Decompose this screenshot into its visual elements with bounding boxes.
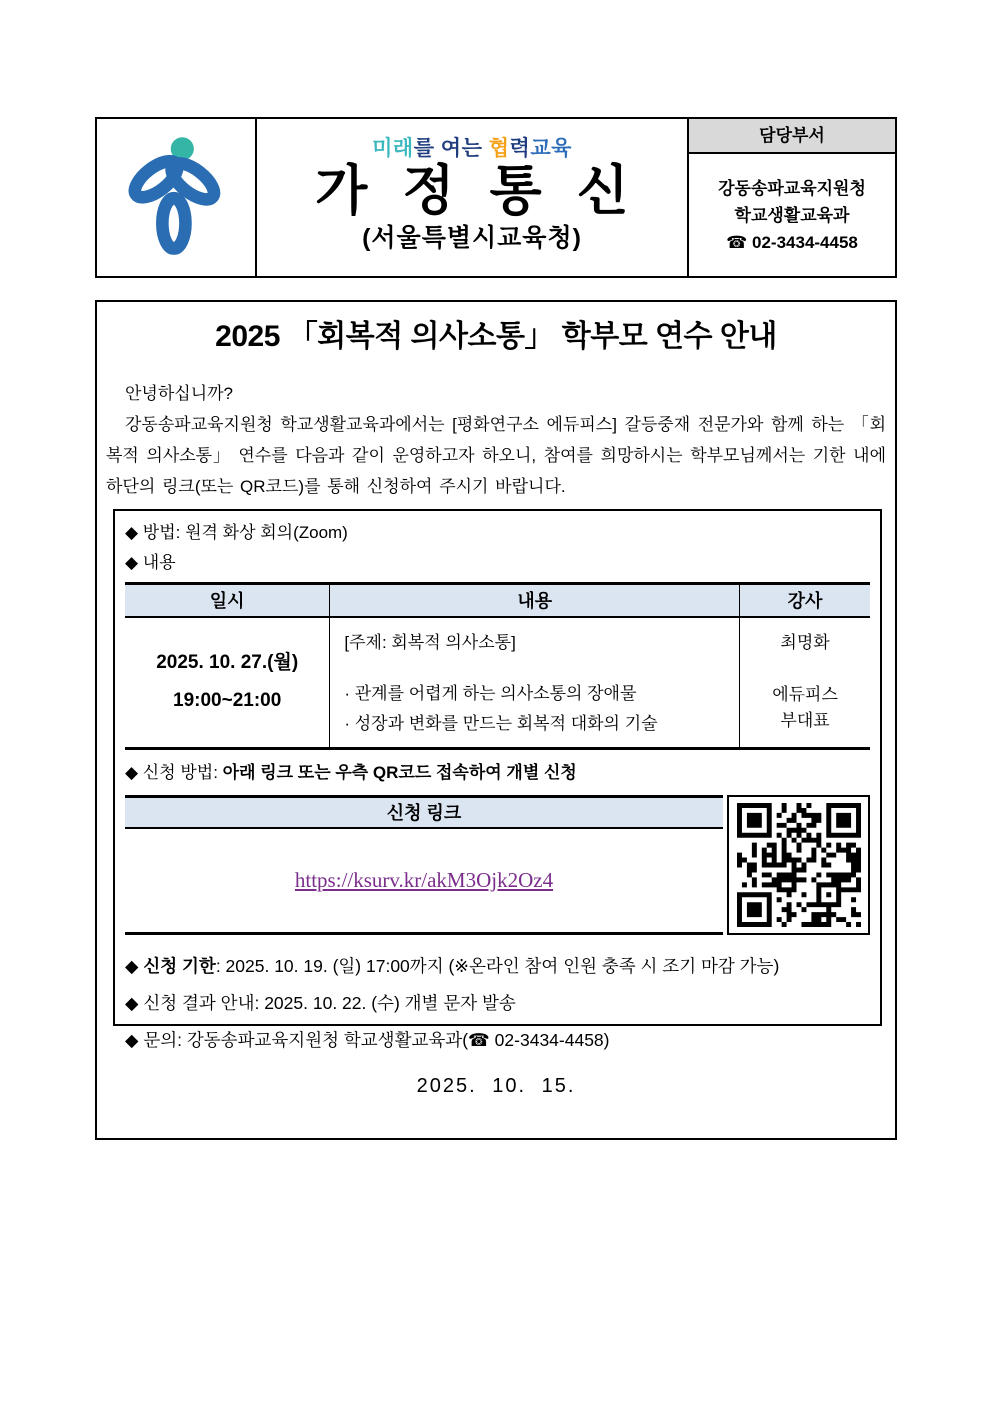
schedule-item: · 성장과 변화를 만드는 회복적 대화의 기술 [344,713,658,733]
instructor-name: 최명화 [780,633,830,652]
department-phone: ☎ 02-3434-4458 [726,232,858,252]
schedule-datetime-cell [125,617,330,749]
logo-cell [97,119,257,276]
notice-body-text: 강동송파교육지원청 학교생활교육과에서는 [평화연구소 에듀피스] 갈등중재 전문가와 함께 하는 「회복적 의사소통」 연수를 다음과 같이 운영하고자 하오니, 참여를 희망하시는 학부모님께서는 기한 내에 하단의 링크(또는 QR코드)를 통해 신청하여 주시기 바랍니다. [106,415,886,496]
apply-method-line [125,758,870,788]
seoul-education-logo-icon [121,133,231,262]
schedule-date: 2025. 10. 27.(월) [156,652,299,673]
result-line: ◆ 신청 결과 안내: 2025. 10. 22. (수) 개별 문자 발송 [125,992,516,1013]
schedule-item: · 관계를 어렵게 하는 의사소통의 장애물 [344,683,637,703]
apply-method-bold: 아래 링크 또는 우측 QR코드 접속하여 개별 신청 [222,762,577,782]
method-line: ◆ 방법: 원격 화상 회의(Zoom) [125,523,348,542]
masthead-cell [257,119,689,276]
schedule-time: 19:00~21:00 [173,690,282,711]
apply-info-lines [125,948,870,1059]
deadline-line [125,948,870,985]
notice-title: 2025 「회복적 의사소통」 학부모 연수 안내 [215,320,777,353]
instructor-org: 에듀피스 [772,685,838,704]
schedule-header-row [125,584,870,617]
schedule-instructor-cell [740,617,870,749]
col-header-instructor: 강사 [740,584,870,617]
schedule-contents-cell [330,617,740,749]
schedule-table [125,582,870,750]
header-slogan: 미래를 여는 협력교육 [372,137,572,160]
greeting-text: 안녕하십니까? [125,384,233,403]
schedule-topic: [주제: 회복적 의사소통] [344,632,516,652]
issue-date: 2025. 10. 15. [416,1075,576,1097]
apply-method-prefix: ◆ 신청 방법: [125,762,223,782]
schedule-row [125,617,870,749]
notice-detail-box [113,509,882,1050]
contents-line: ◆ 내용 [125,553,176,572]
masthead-title: 가 정 통 신 [315,161,639,221]
qr-code-icon [737,803,861,927]
col-header-contents: 내용 [330,584,740,617]
department-division: 학교생활교육과 [734,205,850,225]
masthead-subtitle: (서울특별시교육청) [362,224,582,252]
apply-link-header: 신청 링크 [125,795,723,829]
deadline-rest: : 2025. 10. 19. (일) 17:00까지 (※온라인 참여 인원 충족 시 조기 마감 가능) [215,955,780,976]
department-info [689,154,895,276]
col-header-datetime: 일시 [125,584,330,617]
deadline-prefix: ◆ [125,955,144,976]
department-header: 담당부서 [689,119,895,154]
apply-link-cell [125,829,723,935]
department-office: 강동송파교육지원청 [718,178,866,198]
apply-link[interactable]: https://ksurv.kr/akM3Ojk2Oz4 [294,867,554,892]
header-banner [95,117,897,278]
department-cell [689,119,895,276]
apply-area [125,795,870,935]
deadline-bold: 신청 기한 [143,955,216,976]
instructor-title: 부대표 [780,711,830,730]
apply-link-column [125,795,723,935]
apply-qr-cell [727,795,870,935]
contact-line: ◆ 문의: 강동송파교육지원청 학교생활교육과(☎ 02-3434-4458) [125,1029,610,1050]
notice-box [95,300,897,1140]
